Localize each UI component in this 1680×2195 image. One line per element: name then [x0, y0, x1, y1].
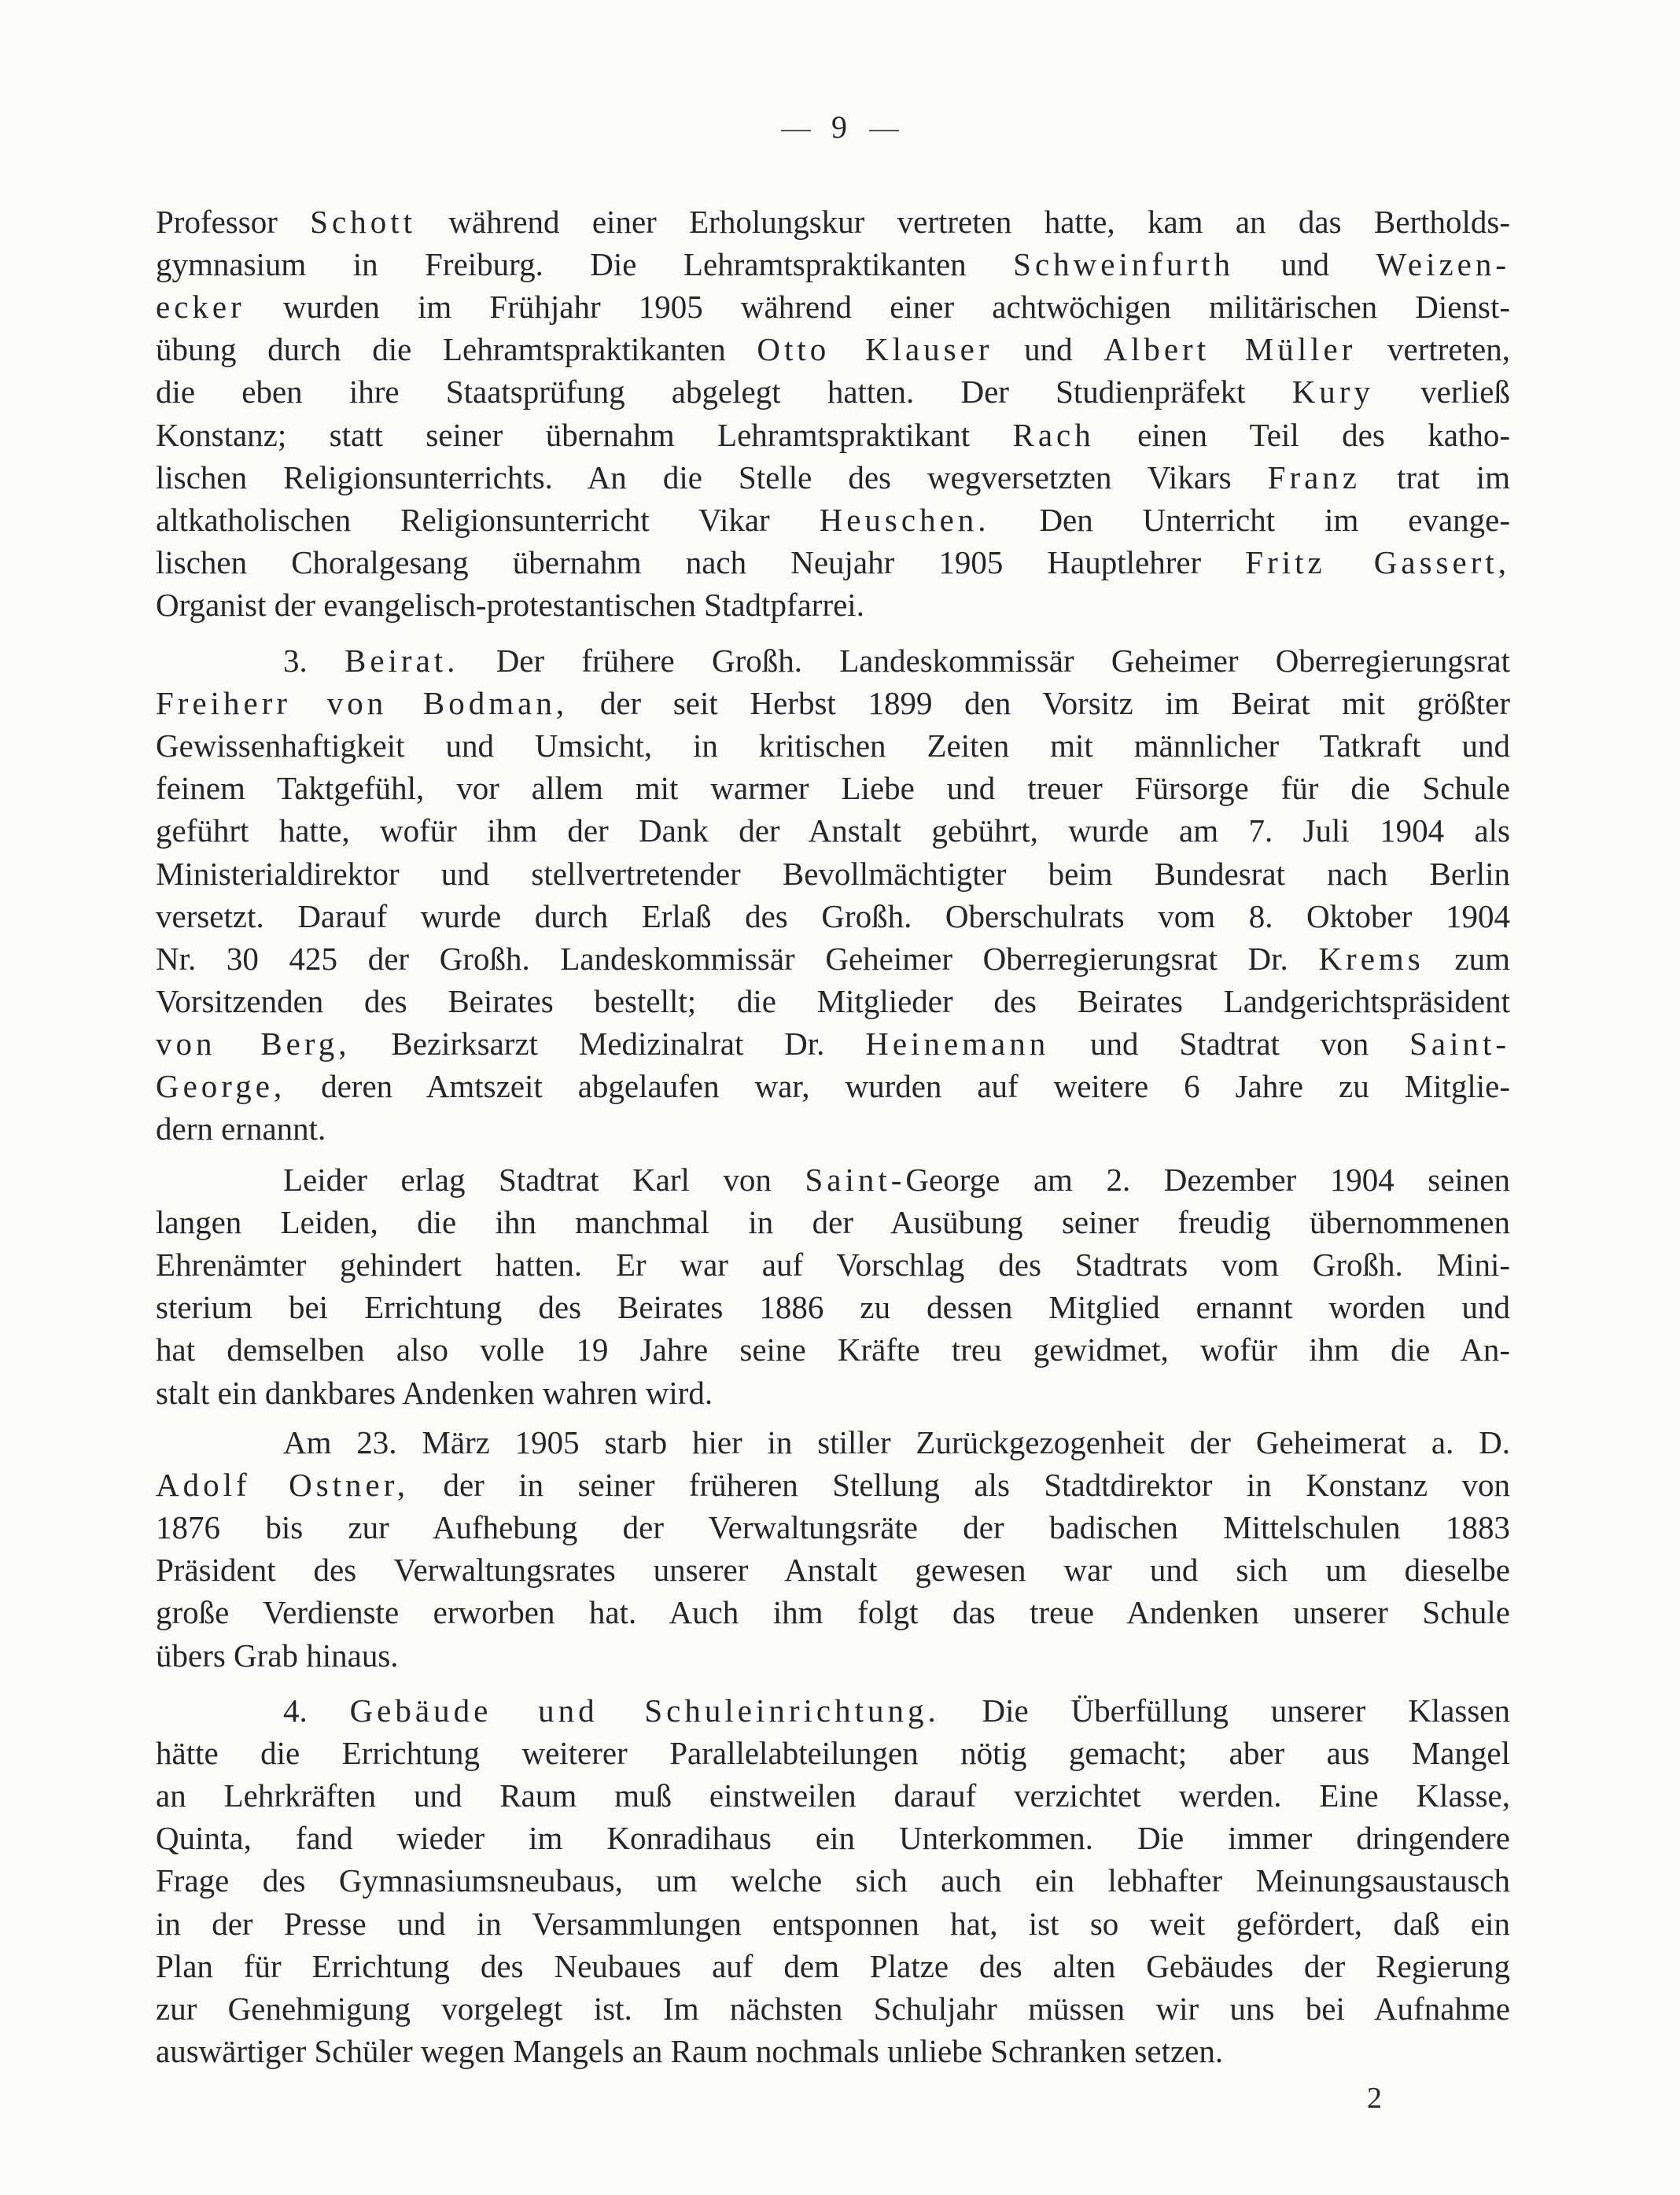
text-line: Quinta, fand wieder im Konradihaus ein Unterkommen. Die immer dringendere [156, 1820, 1510, 1857]
spaced-name: Franz [1267, 459, 1361, 495]
spaced-name: Beirat. [344, 643, 459, 679]
text-line: in der Presse und in Versammlungen entsponnen hat, ist so weit gefördert, daß ein [156, 1905, 1510, 1942]
spaced-name: Albert Müller [1103, 331, 1357, 368]
text-line: Ministerialdirektor und stellvertretender Bevollmächtigter beim Bundesrat nach Berlin [156, 855, 1510, 892]
spaced-name: Freiherr von Bodman, [156, 685, 569, 722]
spaced-name: Schweinfurth [1013, 246, 1235, 283]
spaced-name: Schott [310, 204, 417, 240]
text-line: George, deren Amtszeit abgelaufen war, wurden auf weitere 6 Jahre zu Mitglie- [156, 1068, 1510, 1104]
text-line: Konstanz; statt seiner übernahm Lehramtspraktikant Rach einen Teil des katho- [156, 416, 1510, 453]
text-line: stalt ein dankbares Andenken wahren wird. [156, 1374, 713, 1411]
text-line: Adolf Ostner, der in seiner früheren Stellung als Stadtdirektor in Konstanz von [156, 1467, 1510, 1504]
spaced-name: Weizen- [1376, 246, 1511, 283]
text-line: Frage des Gymnasiumsneubaus, um welche sich auch ein lebhafter Meinungsaustausch [156, 1862, 1510, 1899]
spaced-name: George, [156, 1068, 286, 1104]
signature-mark: 2 [1367, 2082, 1382, 2115]
text-line: dern ernannt. [156, 1110, 326, 1147]
text-line: Professor Schott während einer Erholungskur vertreten hatte, kam an das Bertholds- [156, 204, 1511, 240]
spaced-name: von Berg, [156, 1025, 351, 1062]
spaced-name: Kury [1291, 374, 1374, 411]
text-line: 4. Gebäude und Schuleinrichtung. Die Überfüllung unserer Klassen [283, 1692, 1510, 1729]
text-line: Ehrenämter gehindert hatten. Er war auf Vorschlag des Stadtrats vom Großh. Mini- [156, 1247, 1510, 1283]
text-line: altkatholischen Religionsunterricht Vikar Heuschen. Den Unterricht im evange- [156, 501, 1510, 538]
text-line: übung durch die Lehramtspraktikanten Otto Klauser und Albert Müller vertreten, [156, 331, 1510, 368]
text-line: 3. Beirat. Der frühere Großh. Landeskommissär Geheimer Oberregierungsrat [283, 643, 1510, 679]
text-line: langen Leiden, die ihn manchmal in der Ausübung seiner freudig übernommenen [156, 1204, 1510, 1241]
text-line: hätte die Errichtung weiterer Parallelabteilungen nötig gemacht; aber aus Mangel [156, 1735, 1510, 1772]
spaced-name: Heinemann [865, 1025, 1050, 1062]
dash-right [869, 130, 899, 131]
spaced-name: Krems [1318, 940, 1424, 977]
text-line: sterium bei Errichtung des Beirates 1886 zu dessen Mitglied ernannt worden und [156, 1289, 1510, 1326]
text-line: geführt hatte, wofür ihm der Dank der Anstalt gebührt, wurde am 7. Juli 1904 als [156, 812, 1510, 849]
text-line: 1876 bis zur Aufhebung der Verwaltungsräte der badischen Mittelschulen 1883 [156, 1509, 1510, 1546]
spaced-name: Saint- [805, 1162, 906, 1198]
dash-left [781, 130, 811, 131]
spaced-name: ecker [156, 289, 245, 326]
text-line: große Verdienste erworben hat. Auch ihm folgt das treue Andenken unserer Schule [156, 1594, 1510, 1631]
spaced-name: Saint- [1409, 1025, 1510, 1062]
text-line: Organist der evangelisch-protestantischen Stadtpfarrei. [156, 586, 864, 623]
text-line: Freiherr von Bodman, der seit Herbst 1899 den Vorsitz im Beirat mit größter [156, 685, 1511, 722]
text-line: Nr. 30 425 der Großh. Landeskommissär Geheimer Oberregierungsrat Dr. Krems zum [156, 940, 1510, 977]
text-line: Am 23. März 1905 starb hier in stiller Zurückgezogenheit der Geheimerat a. D. [283, 1424, 1510, 1460]
text-line: feinem Taktgefühl, vor allem mit warmer Liebe und treuer Fürsorge für die Schule [156, 770, 1510, 807]
text-line: Plan für Errichtung des Neubaues auf dem Platze des alten Gebäudes der Regierung [156, 1947, 1510, 1984]
spaced-name: Adolf Ostner, [156, 1467, 410, 1504]
text-line: Vorsitzenden des Beirates bestellt; die Mitglieder des Beirates Landgerichtspräsident [156, 982, 1510, 1019]
text-line: übers Grab hinaus. [156, 1637, 399, 1674]
text-line: lischen Choralgesang übernahm nach Neujahr 1905 Hauptlehrer Fritz Gassert, [156, 543, 1511, 580]
spaced-name: Gebäude und Schuleinrichtung. [349, 1692, 940, 1729]
text-line: hat demselben also volle 19 Jahre seine Kräfte treu gewidmet, wofür ihm die An- [156, 1331, 1510, 1368]
spaced-name: Fritz Gassert, [1245, 543, 1511, 580]
text-line: Leider erlag Stadtrat Karl von Saint-George am 2. Dezember 1904 seinen [283, 1162, 1510, 1198]
text-line: Präsident des Verwaltungsrates unserer Anstalt gewesen war und sich um dieselbe [156, 1552, 1510, 1589]
text-line: die eben ihre Staatsprüfung abgelegt hatten. Der Studienpräfekt Kury verließ [156, 374, 1510, 411]
text-line: versetzt. Darauf wurde durch Erlaß des Großh. Oberschulrats vom 8. Oktober 1904 [156, 897, 1510, 934]
spaced-name: Otto Klauser [757, 331, 993, 368]
text-line: an Lehrkräften und Raum muß einstweilen darauf verzichtet werden. Eine Klasse, [156, 1777, 1510, 1814]
page-number-value: 9 [831, 109, 849, 145]
text-line: lischen Religionsunterrichts. An die Stelle des wegversetzten Vikars Franz trat im [156, 459, 1510, 495]
text-line: auswärtiger Schüler wegen Mangels an Raum nochmals unliebe Schranken setzen. [156, 2032, 1224, 2069]
text-line: ecker wurden im Frühjahr 1905 während einer achtwöchigen militärischen Dienst- [156, 289, 1510, 326]
spaced-name: Rach [1012, 416, 1095, 453]
page-number [0, 109, 1680, 145]
text-line: Gewissenhaftigkeit und Umsicht, in kritischen Zeiten mit männlicher Tatkraft und [156, 727, 1510, 764]
spaced-name: Heuschen. [819, 501, 990, 538]
text-line: gymnasium in Freiburg. Die Lehramtspraktikanten Schweinfurth und Weizen- [156, 246, 1511, 283]
text-line: zur Genehmigung vorgelegt ist. Im nächsten Schuljahr müssen wir uns bei Aufnahme [156, 1990, 1510, 2027]
text-line: von Berg, Bezirksarzt Medizinalrat Dr. Heinemann und Stadtrat von Saint- [156, 1025, 1510, 1062]
